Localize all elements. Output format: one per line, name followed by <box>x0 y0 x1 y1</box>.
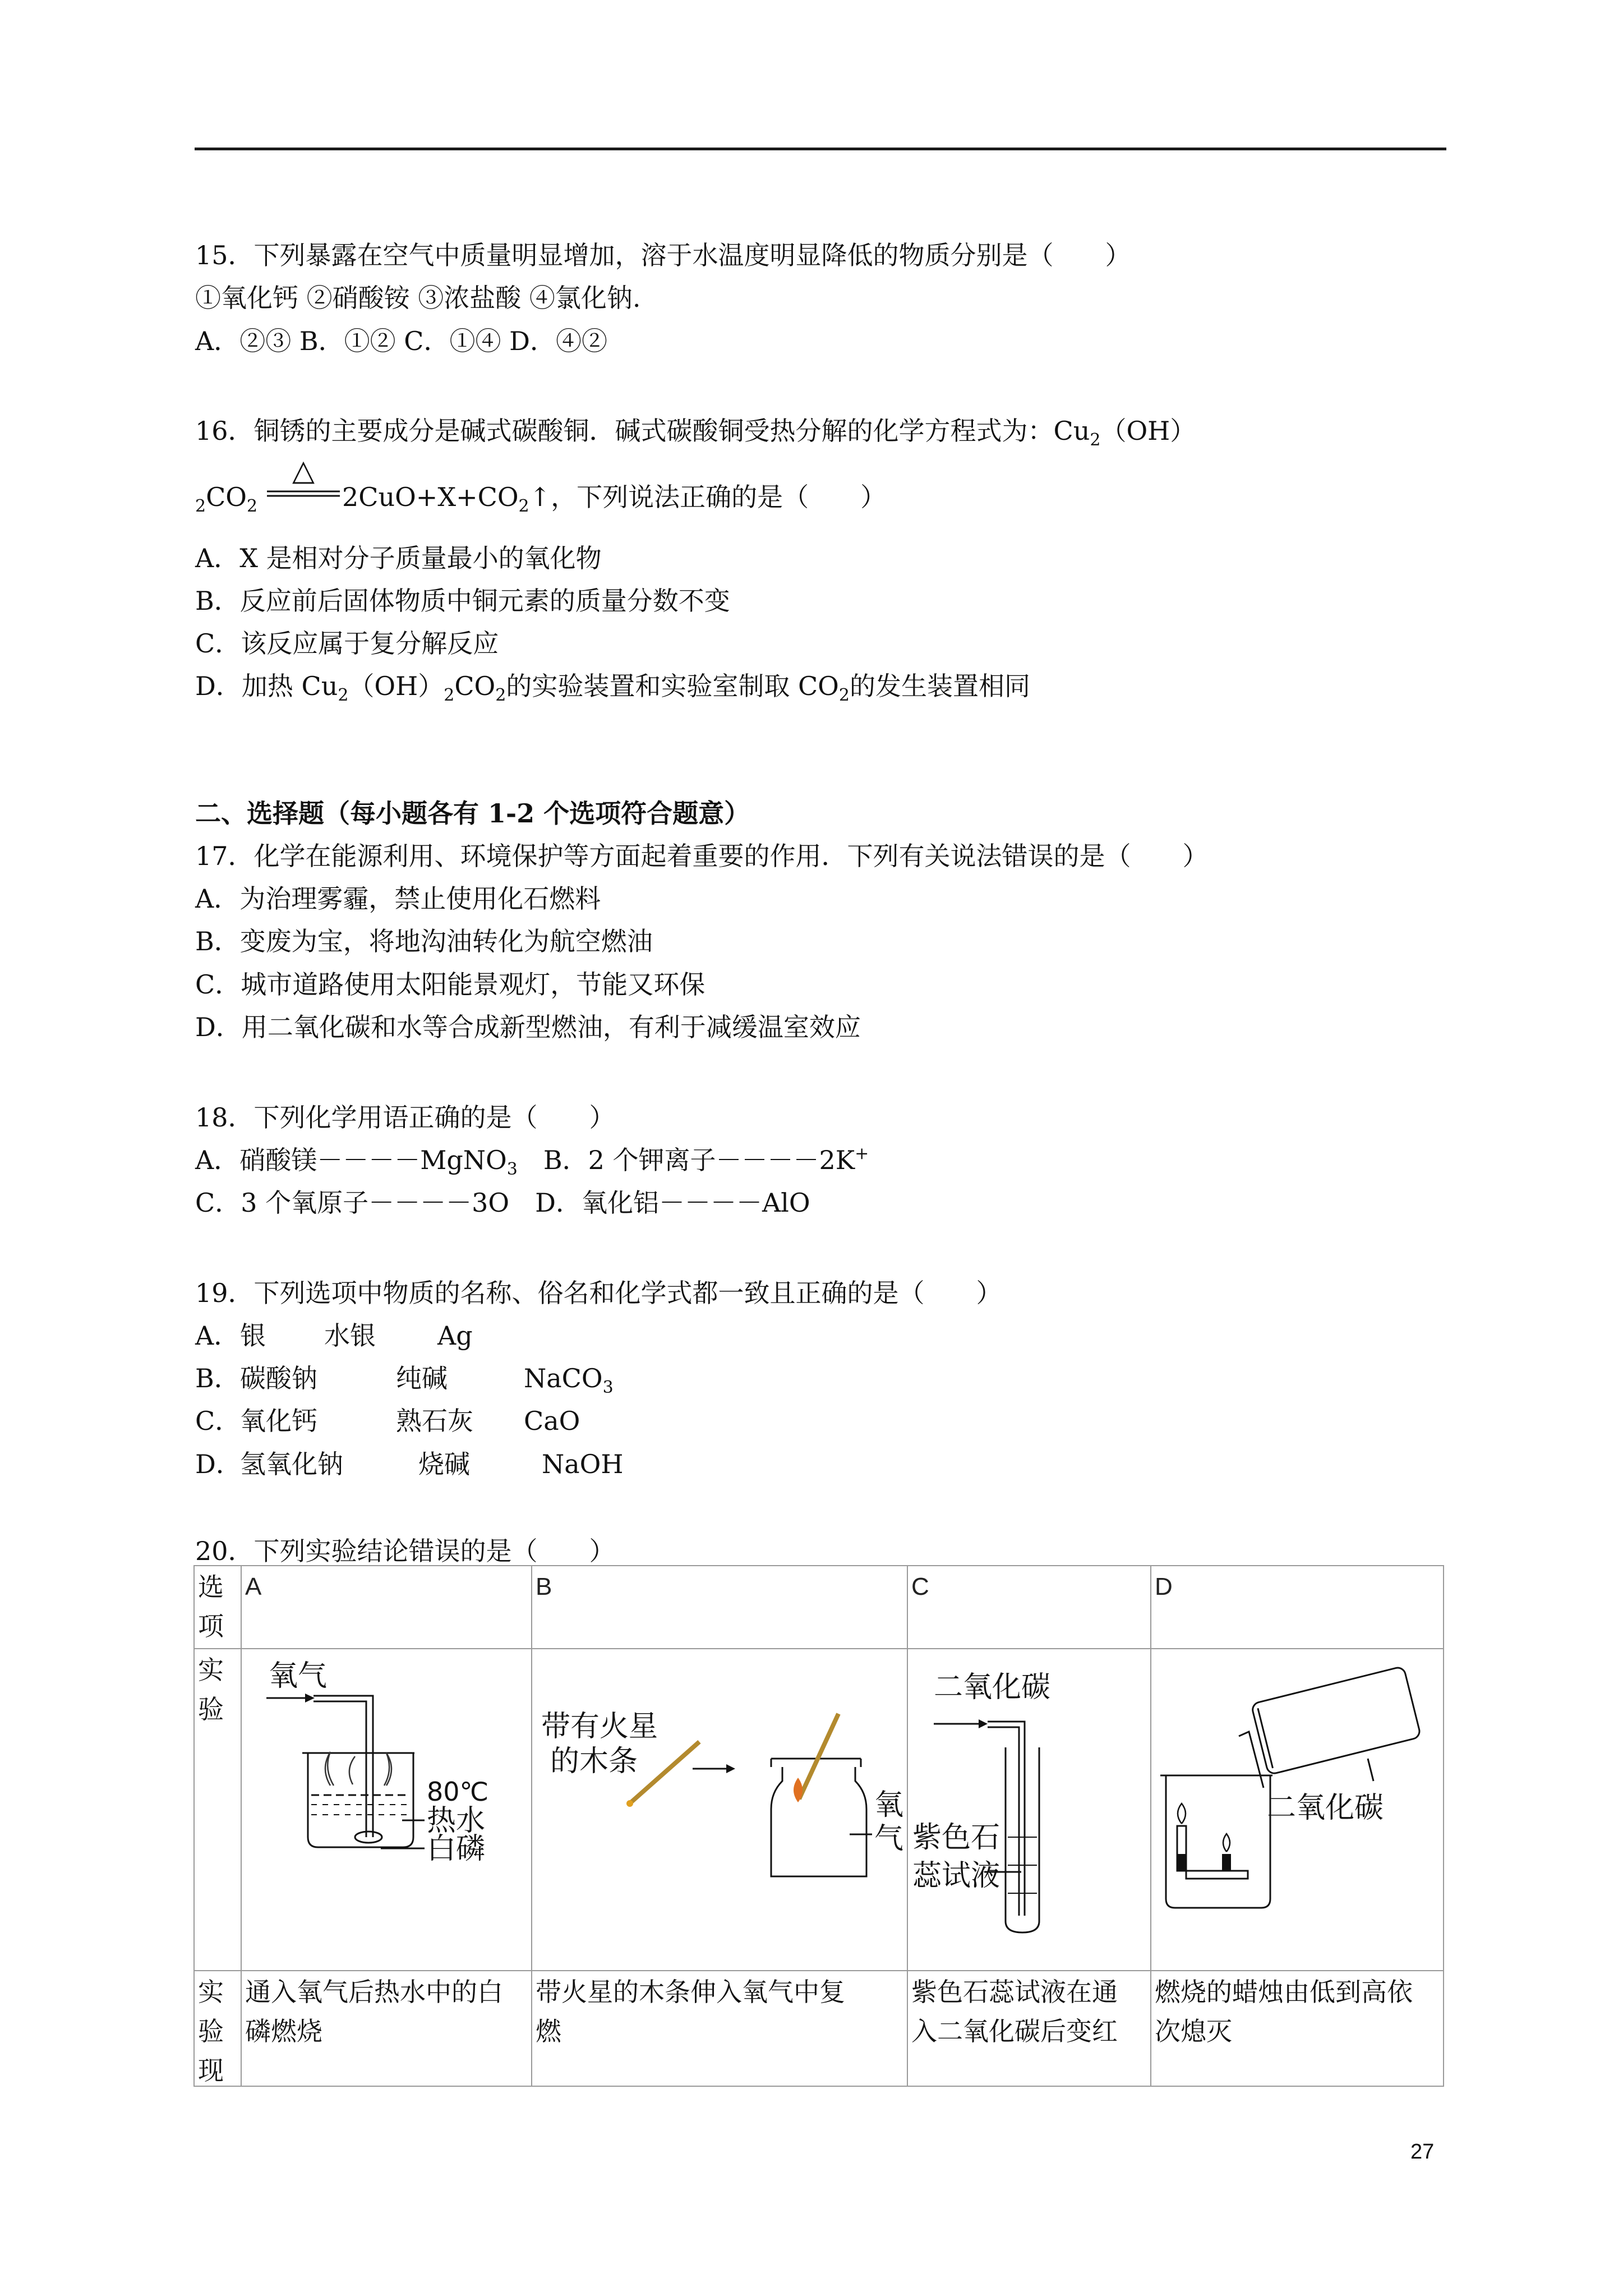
label-carbon-dioxide-d: 二氧化碳 <box>1267 1791 1384 1825</box>
q16-option-d: D．加热 $Cu_2(OH)_2CO_2$的实验装置和实验室制取 $CO_2$的发生装置相同 <box>195 671 1030 705</box>
q17-option-b: B．变废为宝，将地沟油转化为航空燃油 <box>195 926 653 956</box>
section-heading: 二、选择题（每小题各有 1-2 个选项符合题意） <box>195 798 750 829</box>
col-header-c: C <box>907 1565 1151 1649</box>
col-header-b: B <box>531 1565 908 1649</box>
q16-option-c: C．该反应属于复分解反应 <box>195 628 499 659</box>
q16-option-b: B．反应前后固体物质中铜元素的质量分数不变 <box>195 586 730 616</box>
heat-condition-sign <box>267 453 340 509</box>
diagram-d-candles <box>1155 1652 1441 1966</box>
q18-options-cd: C．3 个氧原子－－－－3O D．氧化铝－－－－AlO <box>195 1188 810 1218</box>
q17-option-a: A．为治理雾霾，禁止使用化石燃料 <box>195 884 601 914</box>
q19-stem: 19．下列选项中物质的名称、俗名和化学式都一致且正确的是（ ） <box>195 1278 1002 1308</box>
q20-stem: 20．下列实验结论错误的是（ ） <box>195 1536 615 1566</box>
q18-options-ab: A．硝酸镁－－－－MgNO$_3$ B．2 个钾离子－－－－2K+ <box>195 1144 869 1179</box>
label-oxygen-1: 氧 <box>874 1788 904 1822</box>
heat-triangle: △ <box>292 454 315 487</box>
label-white-phosphorus: 白磷 <box>427 1832 486 1866</box>
q16-stem: 16．铜锈的主要成分是碱式碳酸铜．碱式碳酸铜受热分解的化学方程式为：$Cu_2(OH)$ <box>195 416 1196 450</box>
row-header-option: 选项 <box>193 1565 242 1649</box>
q17-stem: 17．化学在能源利用、环境保护等方面起着重要的作用．下列有关说法错误的是（ ） <box>195 841 1209 871</box>
cell-phenomenon-d: 燃烧的蜡烛由低到高依 次熄灭 <box>1150 1970 1444 2087</box>
header-rule <box>195 148 1446 150</box>
q19-option-row: A． 银 水银 Ag <box>195 1320 473 1351</box>
label-carbon-dioxide: 二氧化碳 <box>934 1671 1051 1704</box>
label-litmus-2: 蕊试液 <box>912 1859 1000 1893</box>
label-litmus-1: 紫色石 <box>912 1821 1000 1855</box>
row-header-experiment: 实验 <box>193 1648 242 1971</box>
page-number: 27 <box>1410 2140 1435 2164</box>
q18-stem: 18．下列化学用语正确的是（ ） <box>195 1102 615 1133</box>
col-header-d: D <box>1150 1565 1444 1649</box>
label-80c: 80℃ <box>427 1777 489 1807</box>
q15-items: ①氧化钙 ②硝酸铵 ③浓盐酸 ④氯化钠. <box>195 283 641 313</box>
diagram-c-litmus <box>911 1652 1147 1966</box>
col-header-a: A <box>241 1565 532 1649</box>
q15-options: A．②③ B．①② C．①④ D．④② <box>195 326 607 356</box>
row-header-phenomenon: 实验现 <box>193 1970 242 2087</box>
diagram-b-glowing-splint <box>536 1652 906 1966</box>
q19-option-row: B． 碳酸钠 纯碱 NaCO$_3$ <box>195 1363 614 1397</box>
q17-option-c: C．城市道路使用太阳能景观灯，节能又环保 <box>195 969 706 1000</box>
label-oxygen-2: 气 <box>874 1822 904 1856</box>
q15-stem: 15．下列暴露在空气中质量明显增加，溶于水温度明显降低的物质分别是（ ） <box>195 240 1131 270</box>
label-hot-water: 热水 <box>427 1804 486 1838</box>
label-glowing-splint-1: 带有火星 <box>541 1710 658 1743</box>
q19-option-row: C． 氧化钙 熟石灰 CaO <box>195 1406 580 1436</box>
q19-option-row: D． 氢氧化钠 烧碱 NaOH <box>195 1449 624 1479</box>
label-glowing-splint-2: 的木条 <box>550 1745 638 1778</box>
q16-option-a: A．X 是相对分子质量最小的氧化物 <box>195 543 602 573</box>
label-oxygen: 氧气 <box>269 1659 328 1693</box>
q17-option-d: D．用二氧化碳和水等合成新型燃油，有利于减缓温室效应 <box>195 1012 861 1042</box>
cell-phenomenon-c: 紫色石蕊试液在通 入二氧化碳后变红 <box>907 1970 1151 2087</box>
diagram-a-white-phosphorus <box>246 1652 527 1966</box>
cell-phenomenon-a: 通入氧气后热水中的白 磷燃烧 <box>241 1970 532 2087</box>
q20-table <box>193 1565 1444 2087</box>
cell-phenomenon-b: 带火星的木条伸入氧气中复 燃 <box>531 1970 908 2087</box>
